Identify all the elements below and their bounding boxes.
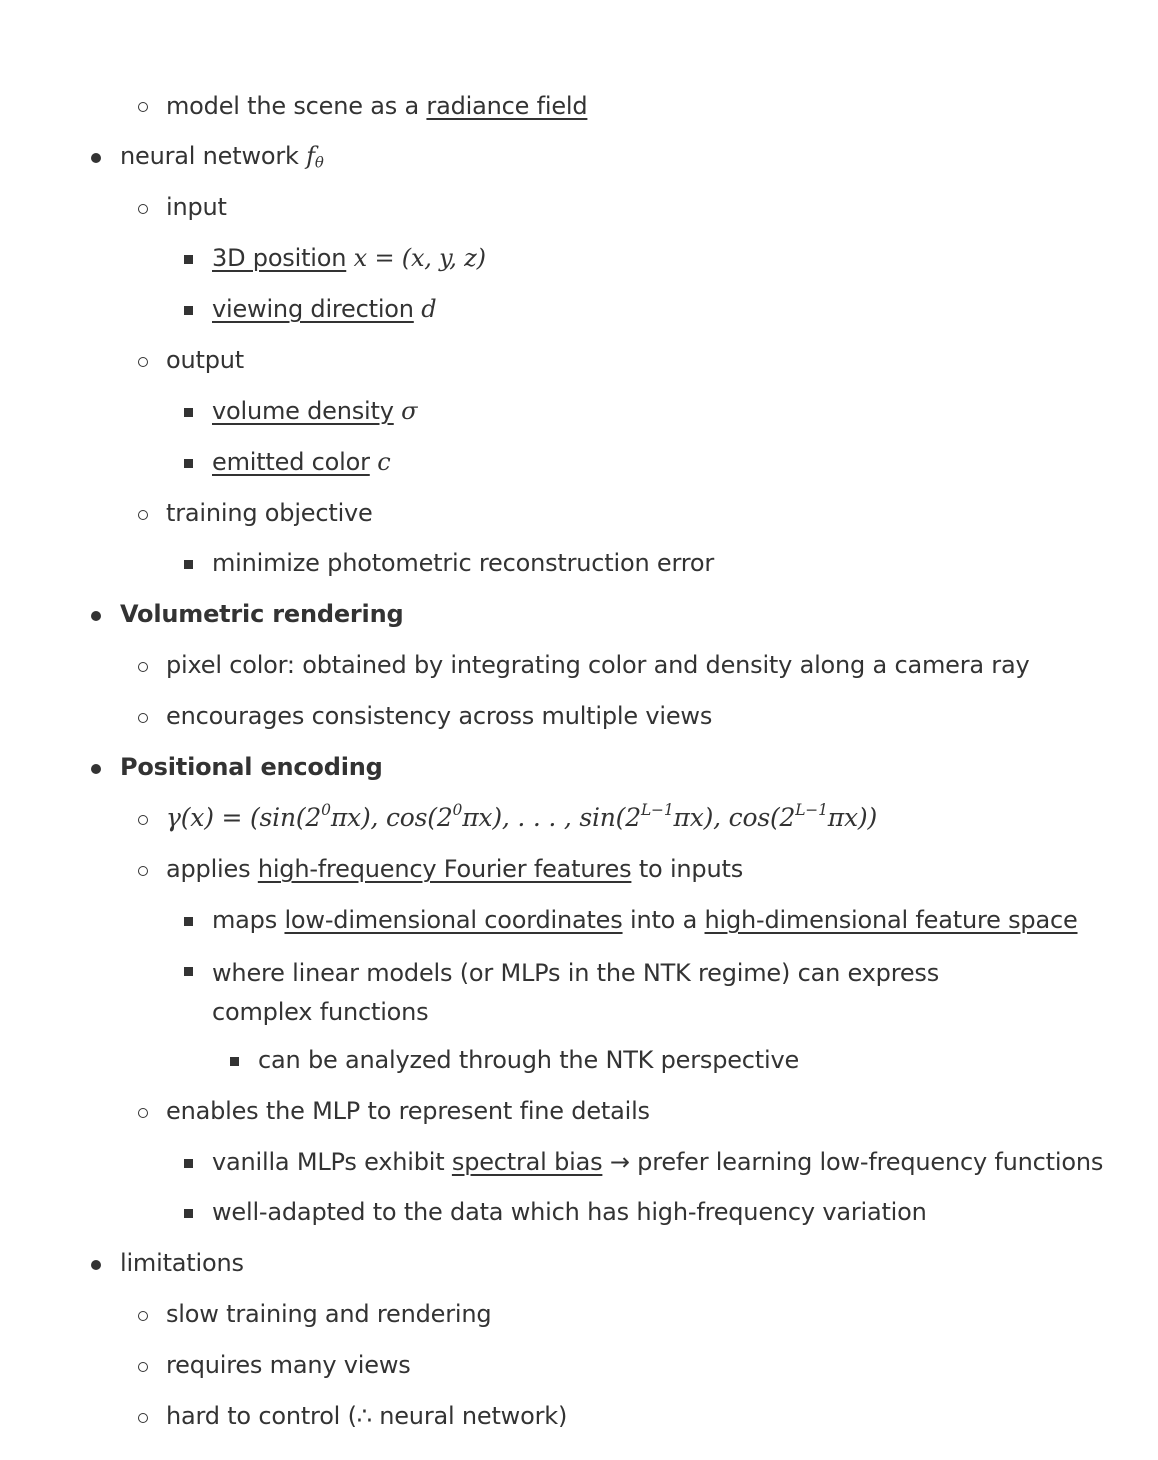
square-bullet-icon (184, 408, 193, 417)
list-item (212, 547, 714, 581)
item-text: model the scene as a (166, 92, 427, 120)
volume-density-link[interactable]: volume density (212, 397, 394, 425)
low-dimensional-coordinates-link[interactable]: low-dimensional coordinates (284, 906, 623, 934)
list-item (212, 1146, 1103, 1180)
radiance-field-link[interactable]: radiance field (426, 92, 588, 120)
formula-part: πx), cos(2 (330, 803, 453, 832)
circle-bullet-icon (138, 1362, 148, 1372)
list-item (166, 1349, 411, 1383)
square-bullet-icon (184, 967, 193, 976)
math-theta: θ (314, 153, 324, 172)
high-dimensional-feature-space-link[interactable]: high-dimensional feature space (704, 906, 1078, 934)
item-text: output (166, 346, 244, 374)
list-item (212, 904, 1078, 938)
math-position: x = (x, y, z) (346, 244, 486, 272)
formula-sup: L−1 (795, 801, 828, 820)
disc-bullet-icon (91, 153, 101, 163)
list-item (120, 140, 324, 174)
formula-part: πx)) (827, 803, 878, 832)
list-item (212, 395, 417, 429)
item-text: maps (212, 906, 285, 934)
list-item (166, 1095, 650, 1129)
item-text: minimize photometric reconstruction error (212, 549, 714, 577)
disc-bullet-icon (91, 764, 101, 774)
fourier-features-link[interactable]: high-frequency Fourier features (257, 855, 632, 883)
emitted-color-link[interactable]: emitted color (212, 448, 370, 476)
math-c: c (369, 448, 391, 476)
list-item (166, 1400, 567, 1434)
list-item (212, 954, 1032, 1032)
item-text: hard to control (∴ neural network) (166, 1402, 568, 1430)
square-bullet-icon (184, 306, 193, 315)
circle-bullet-icon (138, 662, 148, 672)
list-item (166, 1298, 491, 1332)
item-text: encourages consistency across multiple views (166, 702, 713, 730)
formula-part: γ(x) = (sin(2 (166, 803, 322, 832)
viewing-direction-link[interactable]: viewing direction (212, 295, 414, 323)
item-text: → prefer learning low-frequency functions (602, 1148, 1104, 1176)
square-bullet-icon (184, 917, 193, 926)
item-text: Volumetric rendering (120, 600, 404, 628)
list-item (166, 344, 244, 378)
item-text: training objective (166, 499, 373, 527)
positional-encoding-formula (166, 800, 877, 835)
square-bullet-icon (184, 1209, 193, 1218)
square-bullet-icon (184, 255, 193, 264)
item-text: can be analyzed through the NTK perspective (258, 1046, 800, 1074)
circle-bullet-icon (138, 357, 148, 367)
disc-bullet-icon (91, 1260, 101, 1270)
list-item (120, 1247, 244, 1281)
circle-bullet-icon (138, 1108, 148, 1118)
item-text: requires many views (166, 1351, 411, 1379)
item-text: input (166, 193, 227, 221)
circle-bullet-icon (138, 1311, 148, 1321)
item-text: enables the MLP to represent fine details (166, 1097, 650, 1125)
math-f: f (306, 142, 315, 170)
square-bullet-icon (230, 1057, 239, 1066)
item-text: where linear models (or MLPs in the NTK regime) can express complex functions (212, 959, 940, 1026)
formula-sup: 0 (452, 801, 463, 820)
item-text: slow training and rendering (166, 1300, 492, 1328)
formula-part: πx), cos(2 (673, 803, 796, 832)
item-text: Positional encoding (120, 753, 383, 781)
formula-sup: 0 (321, 801, 331, 820)
circle-bullet-icon (138, 510, 148, 520)
item-text: to inputs (631, 855, 743, 883)
list-item (166, 497, 373, 531)
disc-bullet-icon (91, 611, 101, 621)
item-text: pixel color: obtained by integrating color and density along a camera ray (166, 651, 1030, 679)
math-d: d (413, 295, 437, 323)
list-item (166, 191, 227, 225)
circle-bullet-icon (138, 713, 148, 723)
list-item (212, 242, 486, 276)
section-heading (120, 598, 403, 632)
circle-bullet-icon (138, 204, 148, 214)
list-item (212, 293, 436, 327)
item-text: vanilla MLPs exhibit (212, 1148, 452, 1176)
math-sigma: σ (393, 397, 418, 425)
formula-part: πx), . . . , sin(2 (462, 803, 641, 832)
item-text: into a (622, 906, 705, 934)
square-bullet-icon (184, 1159, 193, 1168)
list-item (166, 649, 1029, 683)
list-item (258, 1044, 799, 1078)
list-item (166, 853, 743, 887)
list-item (212, 1196, 927, 1230)
circle-bullet-icon (138, 866, 148, 876)
formula-sup: L−1 (640, 801, 674, 820)
circle-bullet-icon (138, 102, 148, 112)
item-text: well-adapted to the data which has high-frequency variation (212, 1198, 927, 1226)
section-heading (120, 751, 383, 785)
list-item (212, 446, 390, 480)
3d-position-link[interactable]: 3D position (212, 244, 347, 272)
square-bullet-icon (184, 560, 193, 569)
square-bullet-icon (184, 459, 193, 468)
item-text: neural network (120, 142, 307, 170)
list-item (166, 90, 587, 124)
circle-bullet-icon (138, 815, 148, 825)
list-item (166, 700, 712, 734)
spectral-bias-link[interactable]: spectral bias (451, 1148, 603, 1176)
item-text: limitations (120, 1249, 244, 1277)
item-text: applies (166, 855, 258, 883)
circle-bullet-icon (138, 1413, 148, 1423)
